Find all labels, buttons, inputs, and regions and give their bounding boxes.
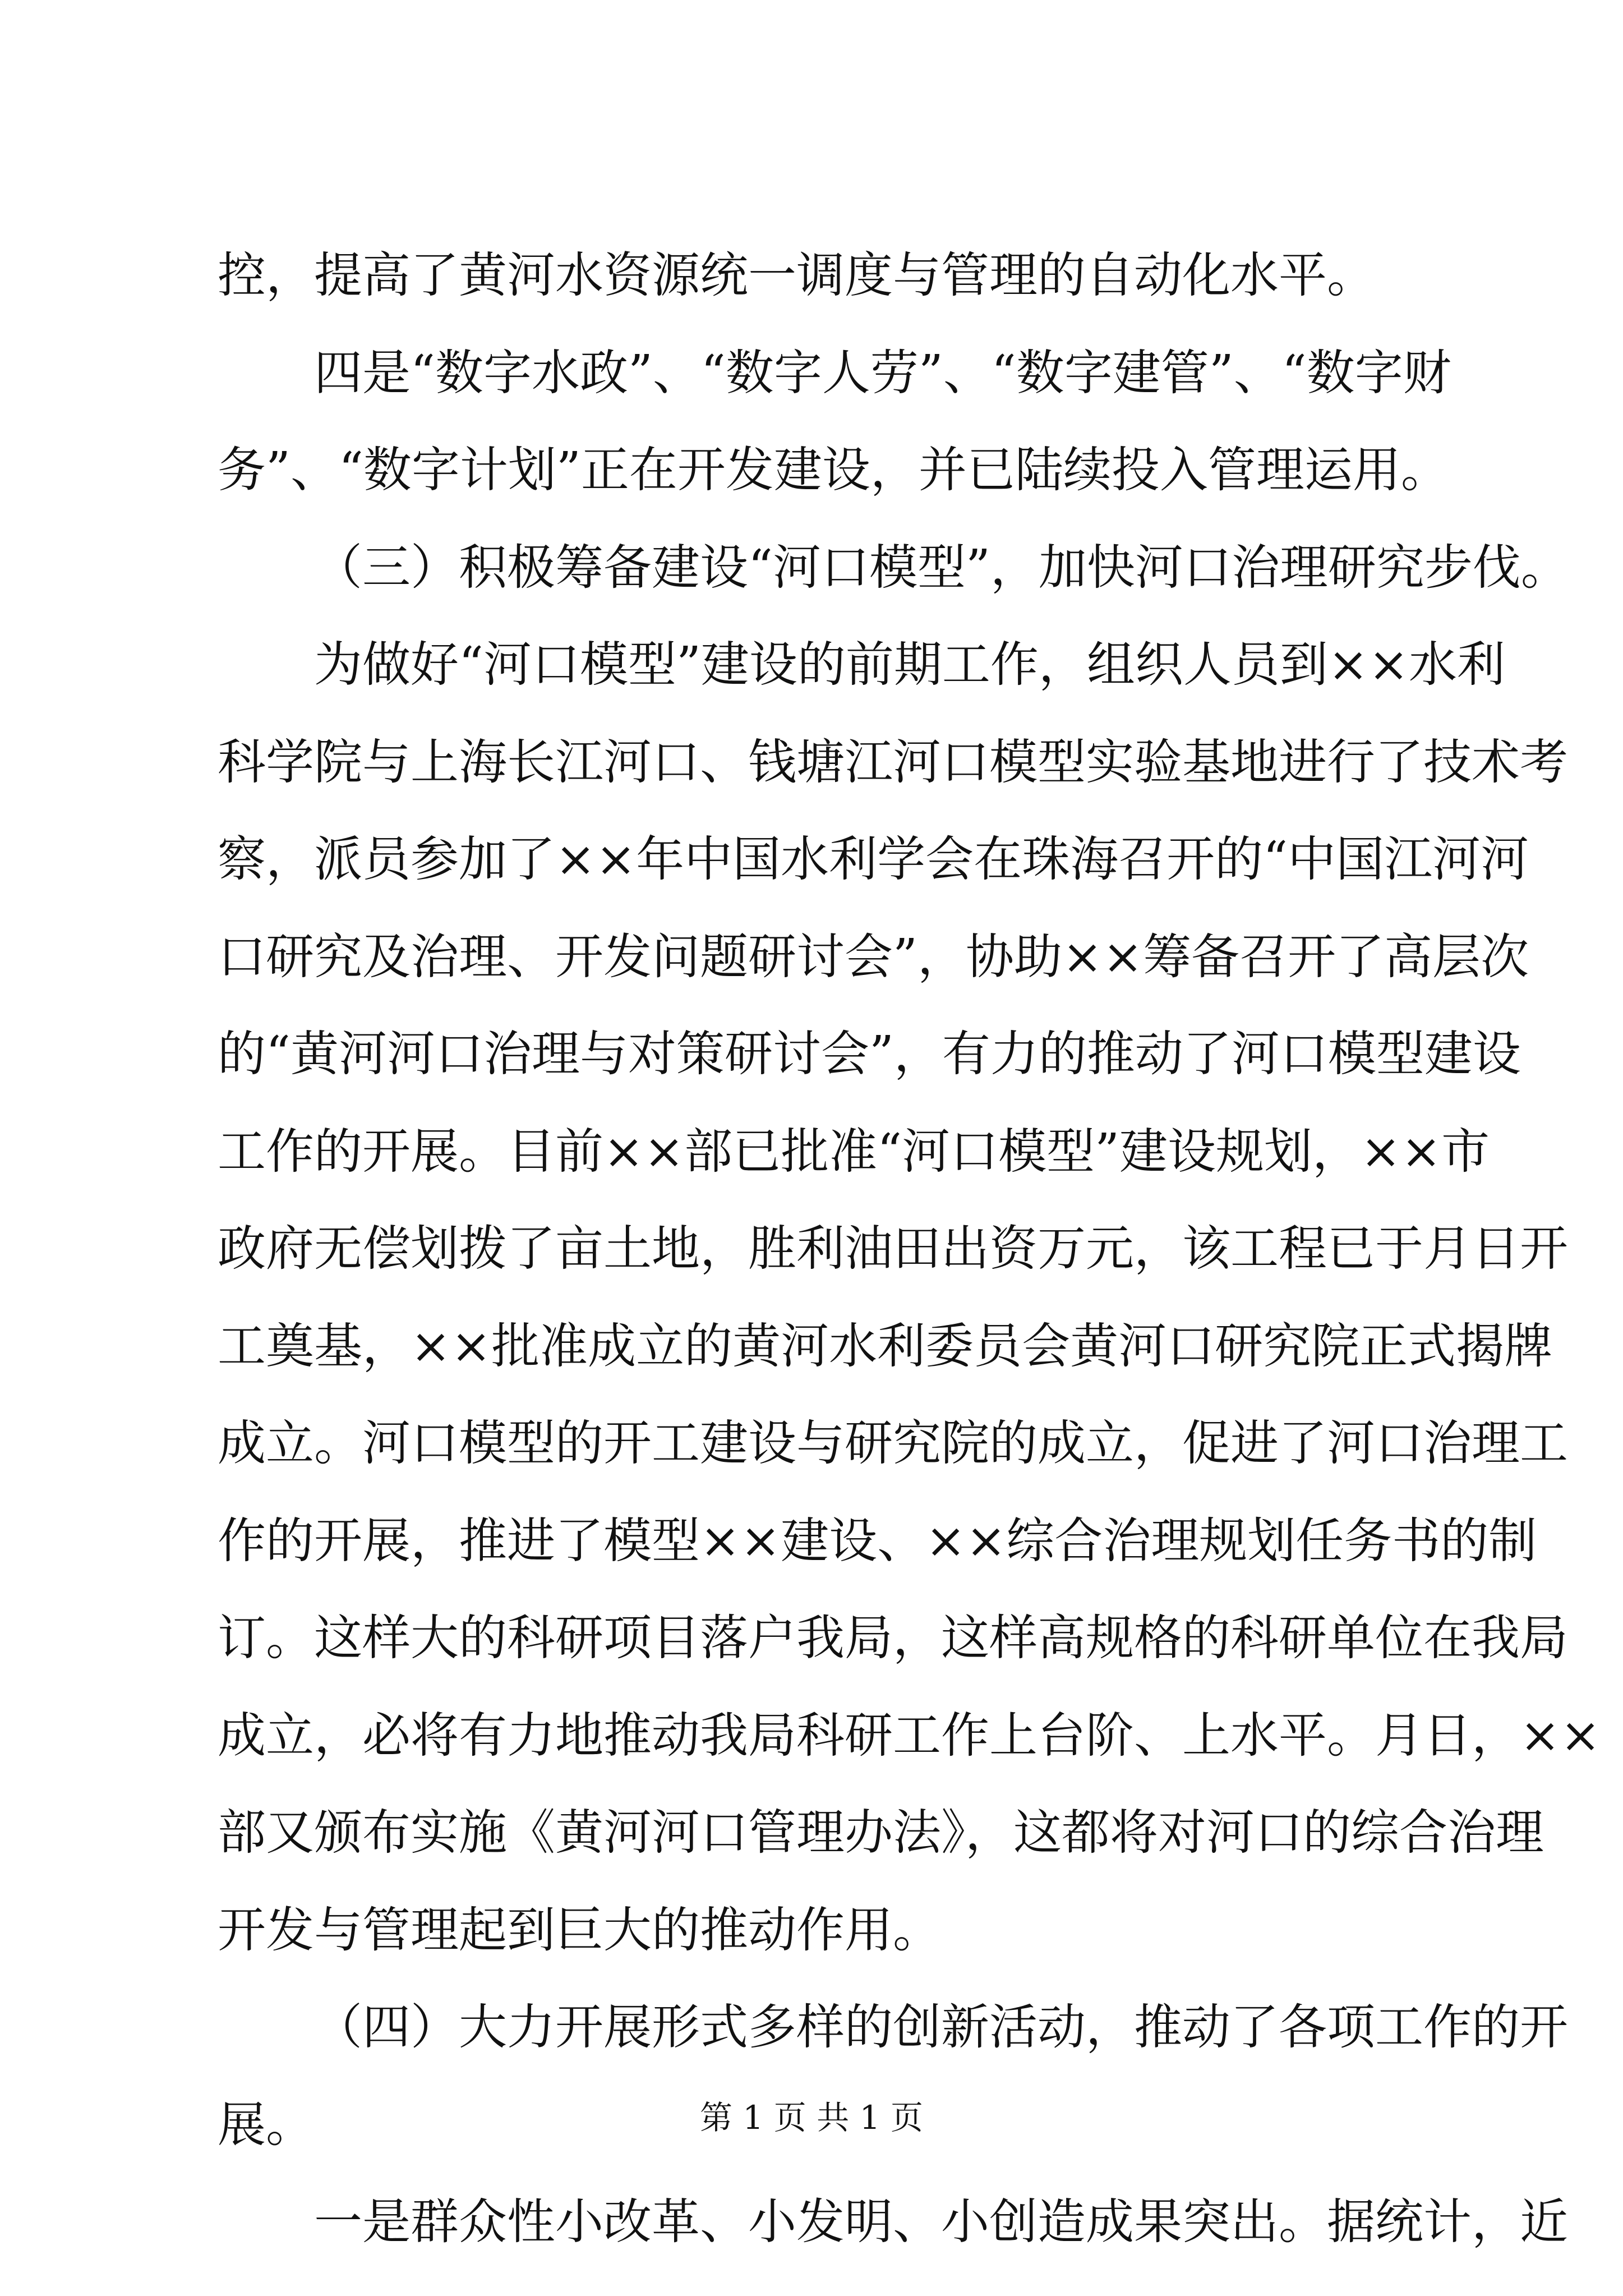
text-line: 控，提高了黄河水资源统一调度与管理的自动化水平。 bbox=[218, 247, 1375, 303]
text-line: 成立，必将有力地推动我局科研工作上台阶、上水平。月日，×× bbox=[218, 1707, 1601, 1764]
text-line: 察，派员参加了××年中国水利学会在珠海召开的“中国江河河 bbox=[218, 831, 1529, 887]
text-line: 务”、“数字计划”正在开发建设，并已陆续投入管理运用。 bbox=[218, 442, 1449, 498]
text-line: （四）大力开展形式多样的创新活动，推动了各项工作的开 bbox=[314, 1999, 1568, 2055]
text-line: 开发与管理起到巨大的推动作用。 bbox=[218, 1902, 941, 1958]
text-line: 口研究及治理、开发问题研讨会”，协助××筹备召开了高层次 bbox=[218, 928, 1529, 985]
text-line: （三）积极筹备建设“河口模型”，加快河口治理研究步伐。 bbox=[314, 539, 1569, 596]
text-line: 科学院与上海长江河口、钱塘江河口模型实验基地进行了技术考 bbox=[218, 734, 1568, 790]
document-body bbox=[218, 227, 1601, 2271]
text-line: 工作的开展。目前××部已批准“河口模型”建设规划，××市 bbox=[218, 1123, 1490, 1180]
text-line: 成立。河口模型的开工建设与研究院的成立，促进了河口治理工 bbox=[218, 1415, 1568, 1471]
text-line: 为做好“河口模型”建设的前期工作，组织人员到××水利 bbox=[314, 637, 1506, 693]
text-line: 作的开展，推进了模型××建设、××综合治理规划任务书的制 bbox=[218, 1512, 1537, 1569]
text-line: 四是“数字水政”、“数字人劳”、“数字建管”、“数字财 bbox=[314, 344, 1451, 401]
text-line: 部又颁布实施《黄河河口管理办法》，这都将对河口的综合治理 bbox=[218, 1805, 1544, 1861]
text-line: 一是群众性小改革、小发明、小创造成果突出。据统计，近 bbox=[314, 2194, 1568, 2250]
text-line: 工奠基，××批准成立的黄河水利委员会黄河口研究院正式揭牌 bbox=[218, 1318, 1553, 1374]
text-line: 展。 bbox=[218, 2096, 314, 2153]
text-line: 的“黄河河口治理与对策研讨会”，有力的推动了河口模型建设 bbox=[218, 1026, 1521, 1082]
page-footer: 第 1 页 共 1 页 bbox=[700, 2099, 923, 2137]
text-line: 政府无偿划拨了亩土地，胜利油田出资万元，该工程已于月日开 bbox=[218, 1221, 1568, 1277]
text-line: 订。这样大的科研项目落户我局，这样高规格的科研单位在我局 bbox=[218, 1610, 1568, 1666]
